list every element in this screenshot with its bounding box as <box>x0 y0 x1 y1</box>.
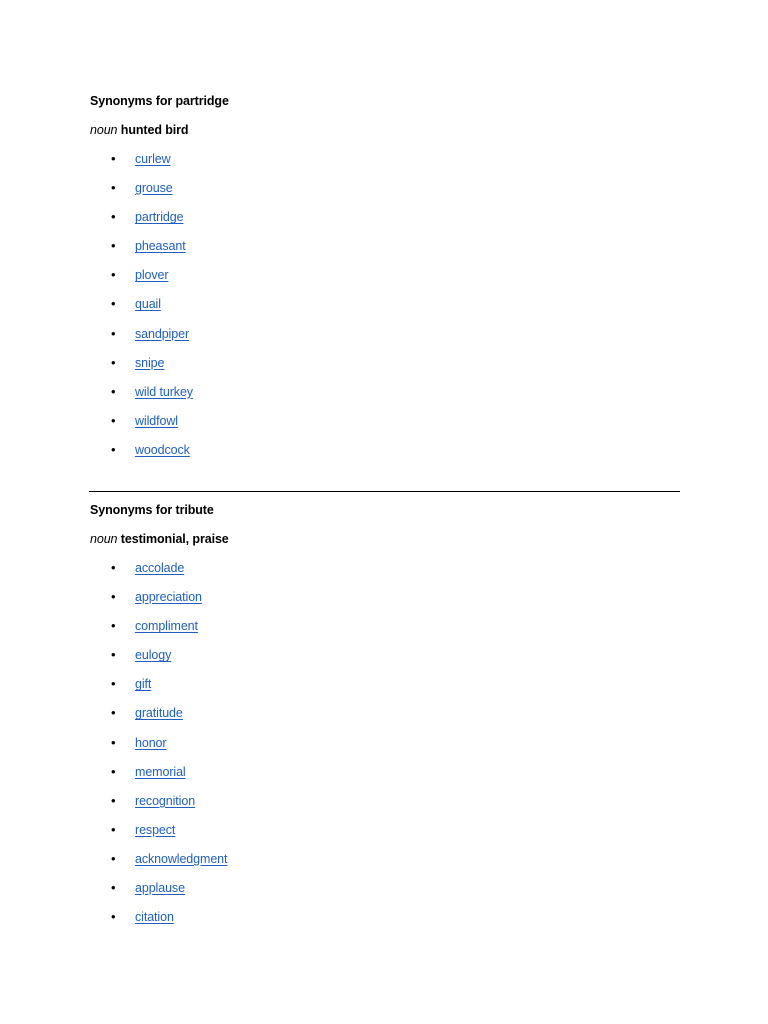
bullet-icon: • <box>111 792 116 808</box>
list-item <box>90 908 680 937</box>
synonym-link[interactable]: gratitude <box>135 706 183 721</box>
bullet-icon: • <box>111 238 116 254</box>
list-item <box>90 617 680 646</box>
synonym-link[interactable]: wildfowl <box>135 413 178 428</box>
synonym-link[interactable]: accolade <box>135 561 185 575</box>
synonym-link[interactable]: wild turkey <box>135 384 193 399</box>
list-item <box>90 150 680 179</box>
synonym-link[interactable]: eulogy <box>135 648 172 663</box>
bullet-icon: • <box>111 354 116 370</box>
list-item <box>90 208 680 237</box>
bullet-icon: • <box>111 325 116 341</box>
bullet-icon: • <box>111 647 116 663</box>
synonym-link[interactable]: plover <box>135 268 169 283</box>
synonym-link[interactable]: grouse <box>135 181 173 196</box>
part-of-speech: noun <box>90 123 118 137</box>
list-item <box>90 675 680 704</box>
list-item <box>90 237 680 266</box>
list-item <box>90 879 680 908</box>
list-item <box>90 325 680 354</box>
list-item <box>90 179 680 208</box>
bullet-icon: • <box>111 676 116 692</box>
synonym-list <box>90 150 680 470</box>
sense-gloss: testimonial, praise <box>120 532 229 546</box>
section-heading: Synonyms for partridge <box>90 94 229 108</box>
synonym-link[interactable]: quail <box>135 297 161 312</box>
list-item <box>90 763 680 792</box>
list-item <box>90 792 680 821</box>
synonym-list <box>90 559 680 937</box>
bullet-icon: • <box>111 618 116 634</box>
list-item <box>90 588 680 617</box>
synonym-link[interactable]: woodcock <box>135 442 190 457</box>
synonym-link[interactable]: applause <box>135 881 185 896</box>
synonym-link[interactable]: snipe <box>135 355 165 370</box>
synonym-link[interactable]: citation <box>135 910 174 925</box>
list-item <box>90 295 680 324</box>
part-of-speech: noun <box>90 532 118 546</box>
bullet-icon: • <box>111 441 116 457</box>
bullet-icon: • <box>111 821 116 837</box>
bullet-icon: • <box>111 209 116 225</box>
synonym-link[interactable]: pheasant <box>135 239 186 254</box>
synonym-link[interactable]: partridge <box>135 210 184 225</box>
synonym-section-tribute <box>90 501 680 937</box>
bullet-icon: • <box>111 180 116 196</box>
bullet-icon: • <box>111 151 116 166</box>
synonym-link[interactable]: curlew <box>135 152 171 166</box>
synonym-section-partridge <box>90 92 680 470</box>
synonym-link[interactable]: memorial <box>135 764 186 779</box>
bullet-icon: • <box>111 560 116 575</box>
sense-gloss: hunted bird <box>120 123 189 137</box>
list-item <box>90 704 680 733</box>
list-item <box>90 441 680 470</box>
list-item <box>90 850 680 879</box>
list-item <box>90 412 680 441</box>
synonym-link[interactable]: gift <box>135 677 152 692</box>
bullet-icon: • <box>111 880 116 896</box>
section-heading: Synonyms for tribute <box>90 503 214 517</box>
bullet-icon: • <box>111 383 116 399</box>
bullet-icon: • <box>111 909 116 925</box>
synonym-link[interactable]: compliment <box>135 619 198 634</box>
synonym-link[interactable]: honor <box>135 735 167 750</box>
list-item <box>90 646 680 675</box>
list-item <box>90 354 680 383</box>
list-item <box>90 383 680 412</box>
part-of-speech-line <box>90 121 680 139</box>
bullet-icon: • <box>111 734 116 750</box>
synonym-link[interactable]: acknowledgment <box>135 851 228 866</box>
synonym-link[interactable]: recognition <box>135 793 196 808</box>
bullet-icon: • <box>111 589 116 605</box>
list-item <box>90 821 680 850</box>
section-divider <box>89 491 680 492</box>
bullet-icon: • <box>111 763 116 779</box>
synonym-link[interactable]: appreciation <box>135 590 202 605</box>
synonym-link[interactable]: respect <box>135 822 176 837</box>
bullet-icon: • <box>111 267 116 283</box>
bullet-icon: • <box>111 412 116 428</box>
list-item <box>90 559 680 588</box>
list-item <box>90 266 680 295</box>
bullet-icon: • <box>111 705 116 721</box>
bullet-icon: • <box>111 296 116 312</box>
synonym-link[interactable]: sandpiper <box>135 326 190 341</box>
list-item <box>90 734 680 763</box>
bullet-icon: • <box>111 850 116 866</box>
part-of-speech-line <box>90 530 680 548</box>
